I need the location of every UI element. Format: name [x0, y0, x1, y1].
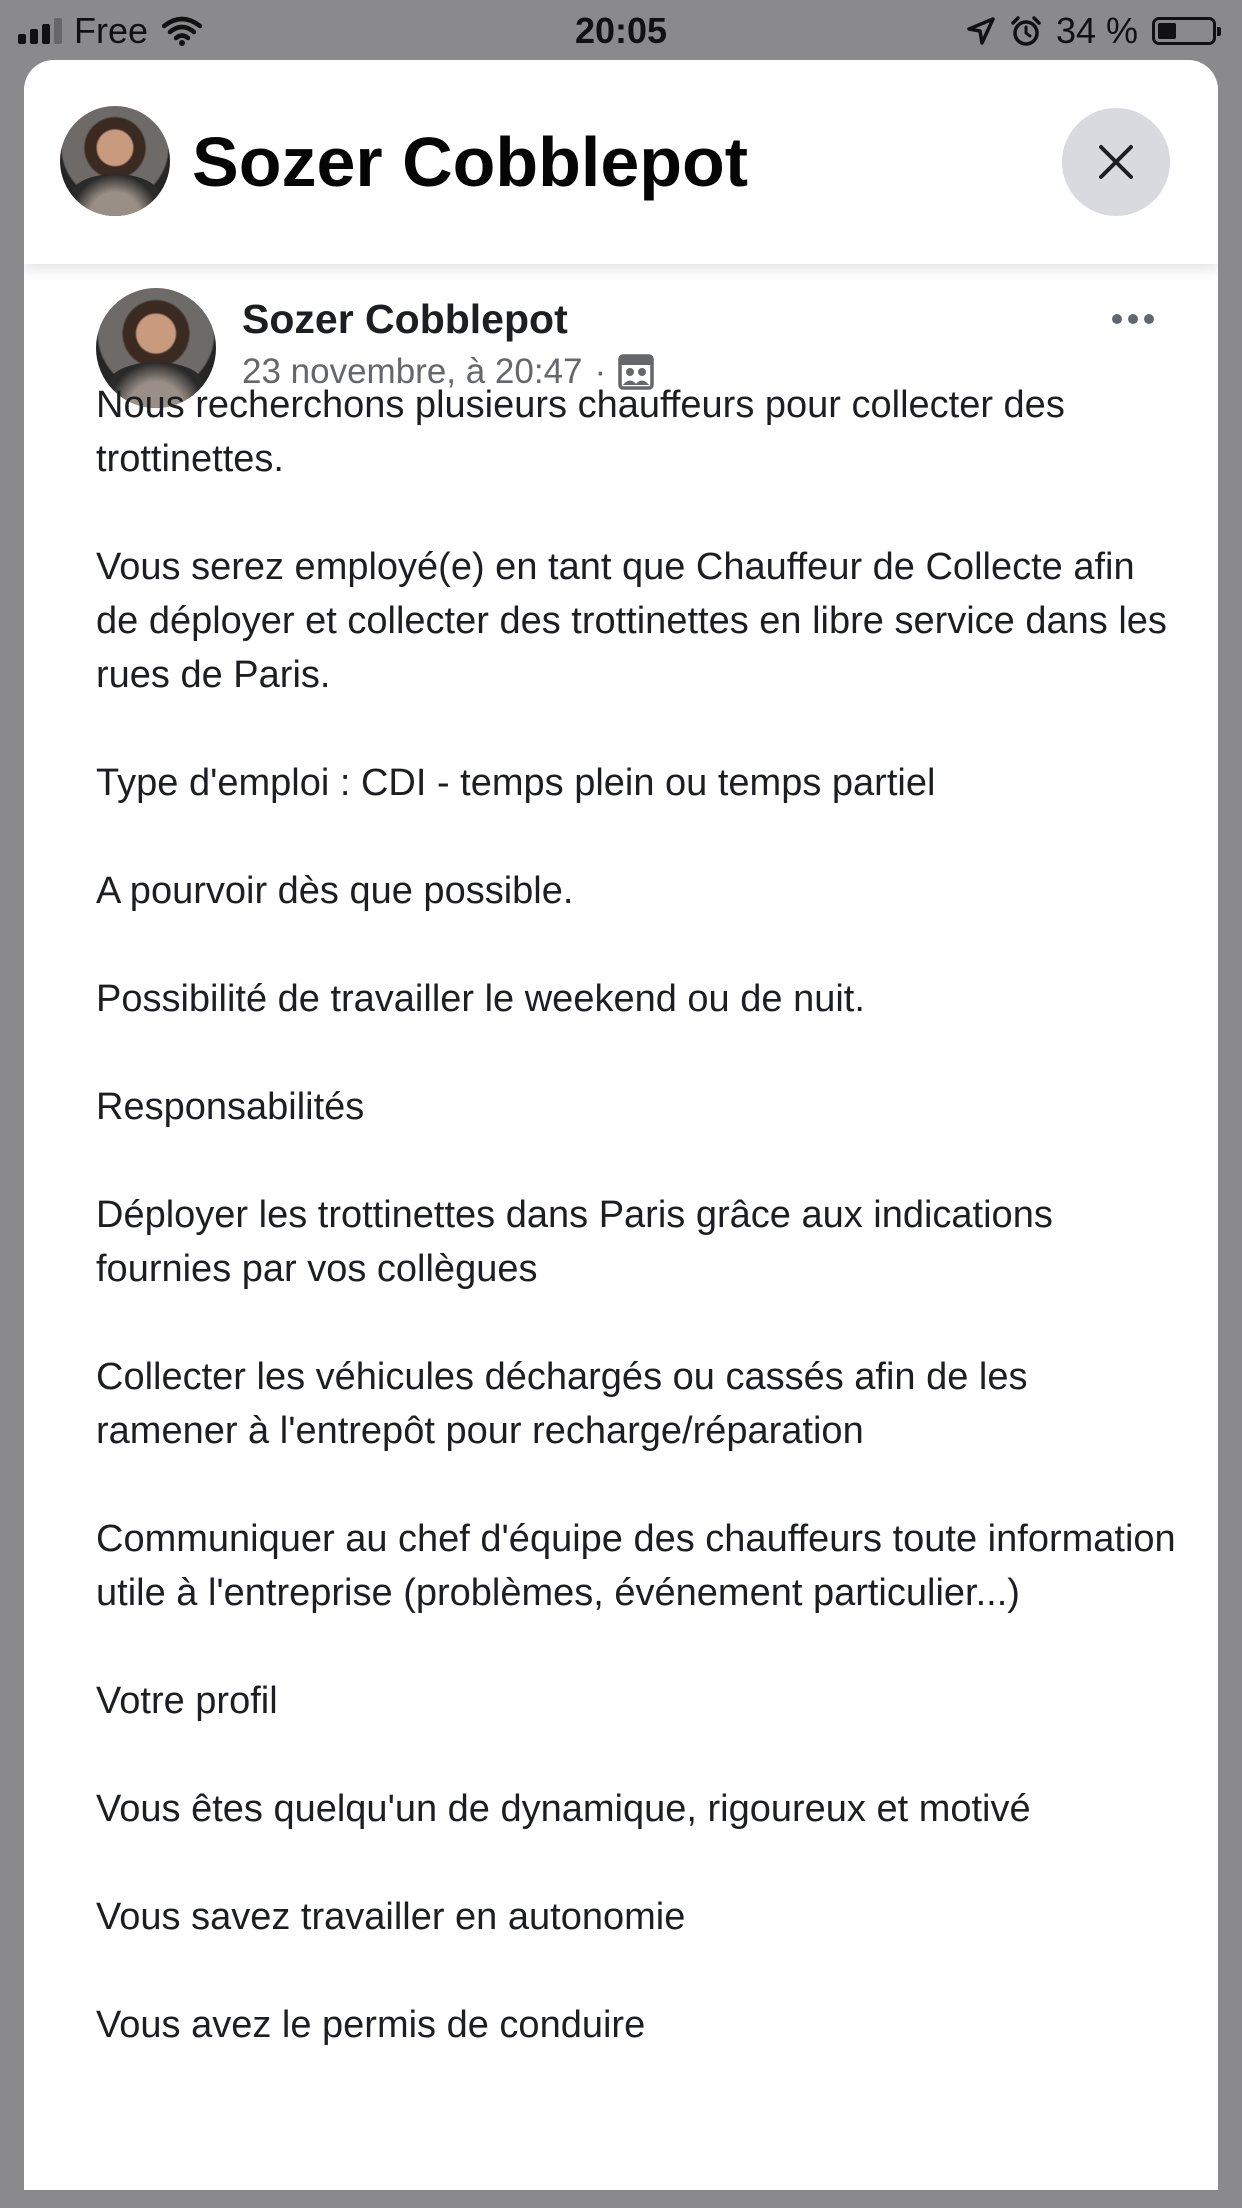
status-bar-right	[966, 10, 1216, 52]
battery-level	[1158, 23, 1176, 39]
post-modal	[24, 60, 1218, 2190]
post	[24, 264, 1218, 2190]
location-arrow-icon	[966, 16, 996, 46]
post-paragraph: Collecter les véhicules déchargés ou cassés afin de les ramener à l'entrepôt pour recharge/réparation	[96, 1356, 1028, 1452]
page-title: Sozer Cobblepot	[192, 123, 749, 201]
post-paragraph: Responsabilités	[96, 1086, 365, 1128]
modal-header	[24, 60, 1218, 264]
post-paragraph: Déployer les trottinettes dans Paris grâce aux indications fournies par vos collègues	[96, 1194, 1053, 1290]
post-paragraph: Possibilité de travailler le weekend ou de nuit.	[96, 978, 865, 1020]
close-button[interactable]	[1062, 108, 1170, 216]
avatar[interactable]	[60, 106, 170, 216]
post-paragraph: Vous êtes quelqu'un de dynamique, rigoureux et motivé	[96, 1788, 1031, 1830]
close-icon	[1096, 142, 1136, 182]
post-paragraph: Vous savez travailler en autonomie	[96, 1896, 686, 1938]
post-timestamp[interactable]: 23 novembre, à 20:47	[242, 352, 583, 391]
post-author-name[interactable]: Sozer Cobblepot	[242, 296, 568, 342]
carrier-name: Free	[74, 10, 149, 51]
battery-icon	[1152, 17, 1216, 45]
post-paragraph: Vous avez le permis de conduire	[96, 2004, 646, 2046]
alarm-clock-icon	[1010, 15, 1042, 47]
post-paragraph: Nous recherchons plusieurs chauffeurs pour collecter des trottinettes.	[96, 384, 1065, 480]
more-options-icon	[1112, 314, 1122, 324]
post-body	[96, 378, 1176, 2106]
more-options-button[interactable]	[1112, 314, 1154, 324]
status-time: 20:05	[574, 10, 668, 51]
post-paragraph: Communiquer au chef d'équipe des chauffeurs toute information utile à l'entreprise (problèmes, événement particulier...)	[96, 1518, 1176, 1614]
post-paragraph: Votre profil	[96, 1680, 278, 1722]
post-paragraph: Type d'emploi : CDI - temps plein ou temps partiel	[96, 762, 936, 804]
post-paragraph: Vous serez employé(e) en tant que Chauffeur de Collecte afin de déployer et collecter des trottinettes en libre service dans les rues de Paris.	[96, 546, 1167, 696]
status-bar	[0, 0, 1242, 60]
post-paragraph: A pourvoir dès que possible.	[96, 870, 574, 912]
battery-percent: 34 %	[1055, 10, 1138, 51]
meta-separator: ·	[594, 352, 607, 391]
